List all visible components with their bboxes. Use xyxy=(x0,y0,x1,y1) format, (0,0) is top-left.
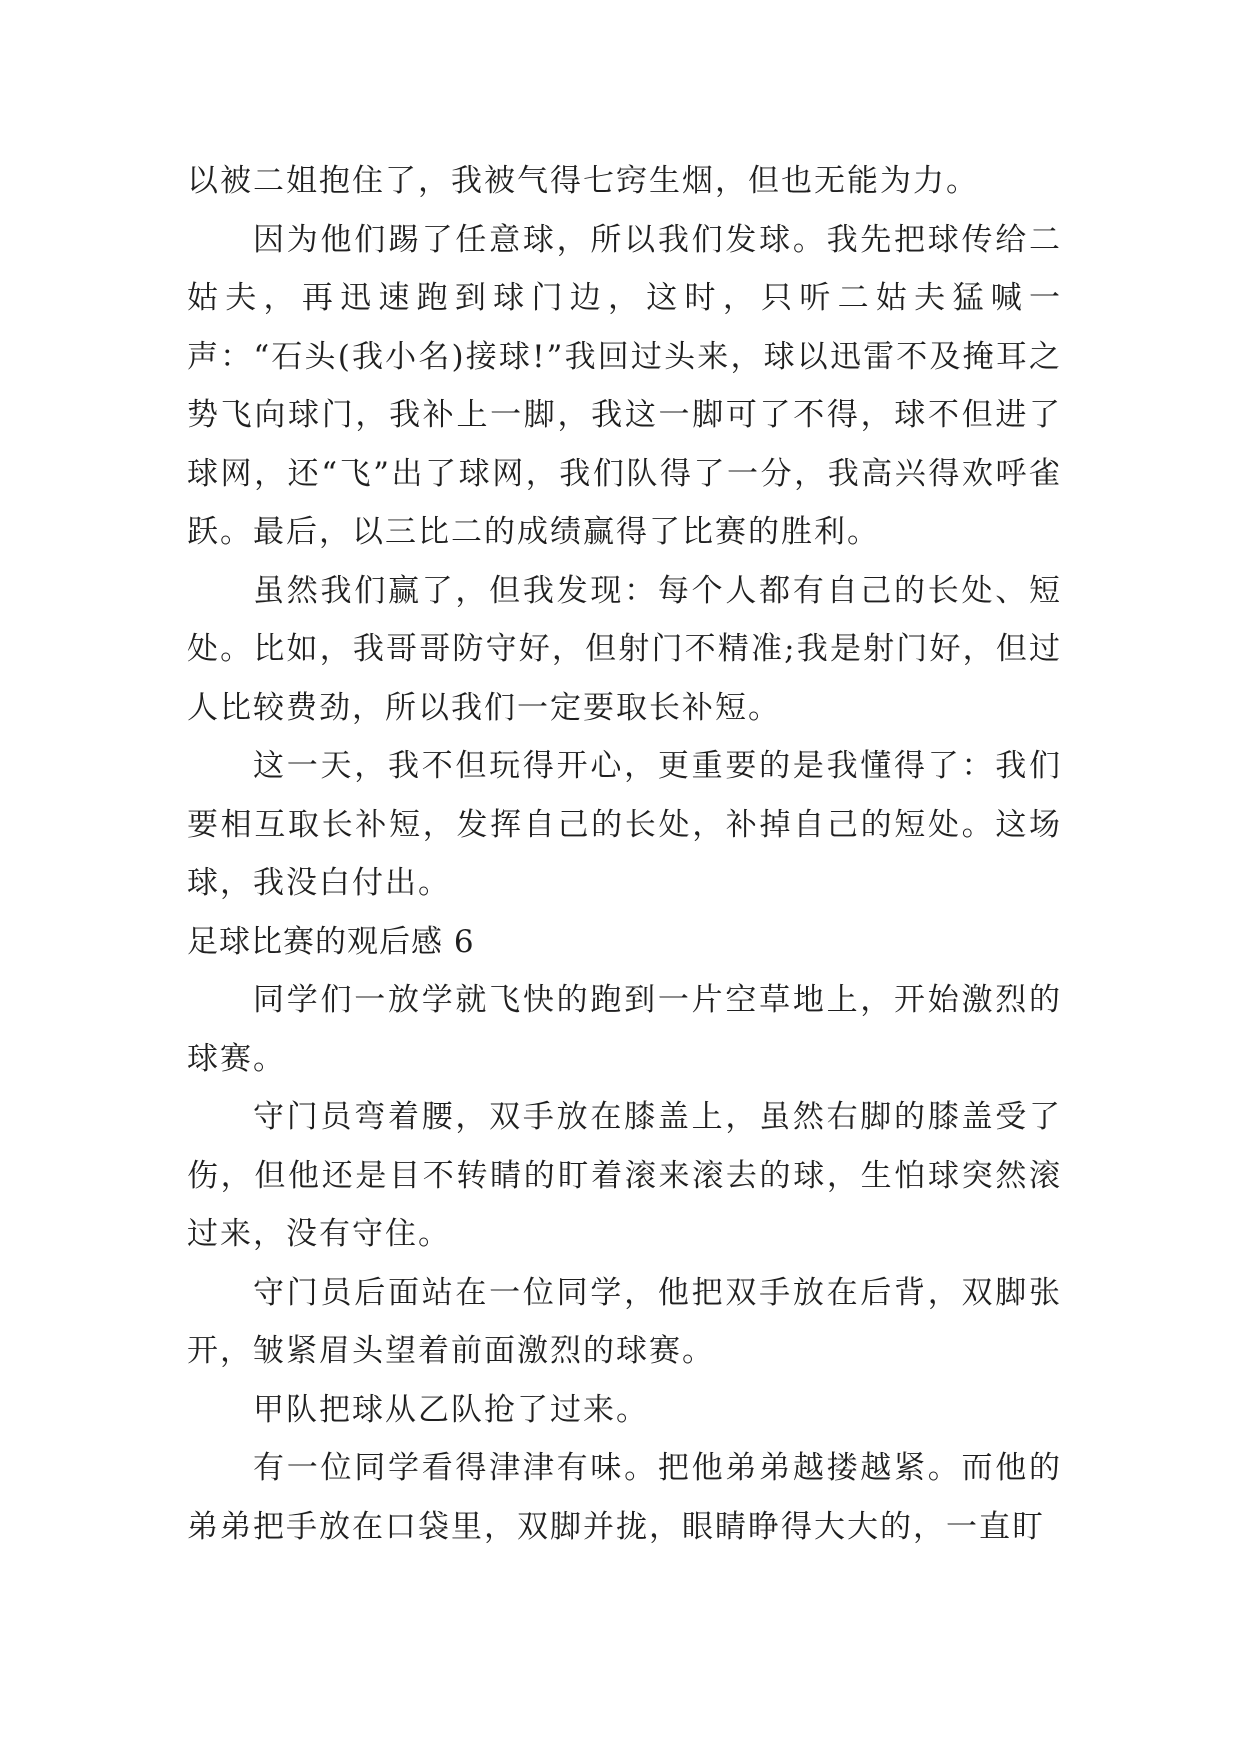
document-body xyxy=(187,152,1062,1556)
paragraph: 这一天，我不但玩得开心，更重要的是我懂得了：我们要相互取长补短，发挥自己的长处，补掉自己的短处。这场球，我没白付出。 xyxy=(187,748,1062,901)
paragraph: 以被二姐抱住了，我被气得七窍生烟，但也无能为力。 xyxy=(187,163,979,199)
paragraph: 甲队把球从乙队抢了过来。 xyxy=(253,1391,649,1428)
paragraph: 虽然我们赢了，但我发现：每个人都有自己的长处、短处。比如，我哥哥防守好，但射门不精准;我是射门好，但过人比较费劲，所以我们一定要取长补短。 xyxy=(187,572,1062,726)
paragraph: 守门员弯着腰，双手放在膝盖上，虽然右脚的膝盖受了伤，但他还是目不转睛的盯着滚来滚去的球，生怕球突然滚过来，没有守住。 xyxy=(187,1099,1062,1252)
paragraph: 同学们一放学就飞快的跑到一片空草地上，开始激烈的球赛。 xyxy=(187,982,1062,1077)
section-title: 足球比赛的观后感 6 xyxy=(187,923,475,960)
paragraph: 因为他们踢了任意球，所以我们发球。我先把球传给二姑夫，再迅速跑到球门边，这时，只听二姑夫猛喊一声：“石头(我小名)接球!”我回过头来，球以迅雷不及掩耳之势飞向球门，我补上一脚，我这一脚可了不得，球不但进了球网，还“飞”出了球网，我们队得了一分，我高兴得欢呼雀跃。最后，以三比二的成绩赢得了比赛的胜利。 xyxy=(187,221,1062,550)
paragraph: 有一位同学看得津津有味。把他弟弟越搂越紧。而他的弟弟把手放在口袋里，双脚并拢，眼睛睁得大大的，一直盯 xyxy=(187,1450,1062,1545)
paragraph: 守门员后面站在一位同学，他把双手放在后背，双脚张开，皱紧眉头望着前面激烈的球赛。 xyxy=(187,1274,1062,1369)
